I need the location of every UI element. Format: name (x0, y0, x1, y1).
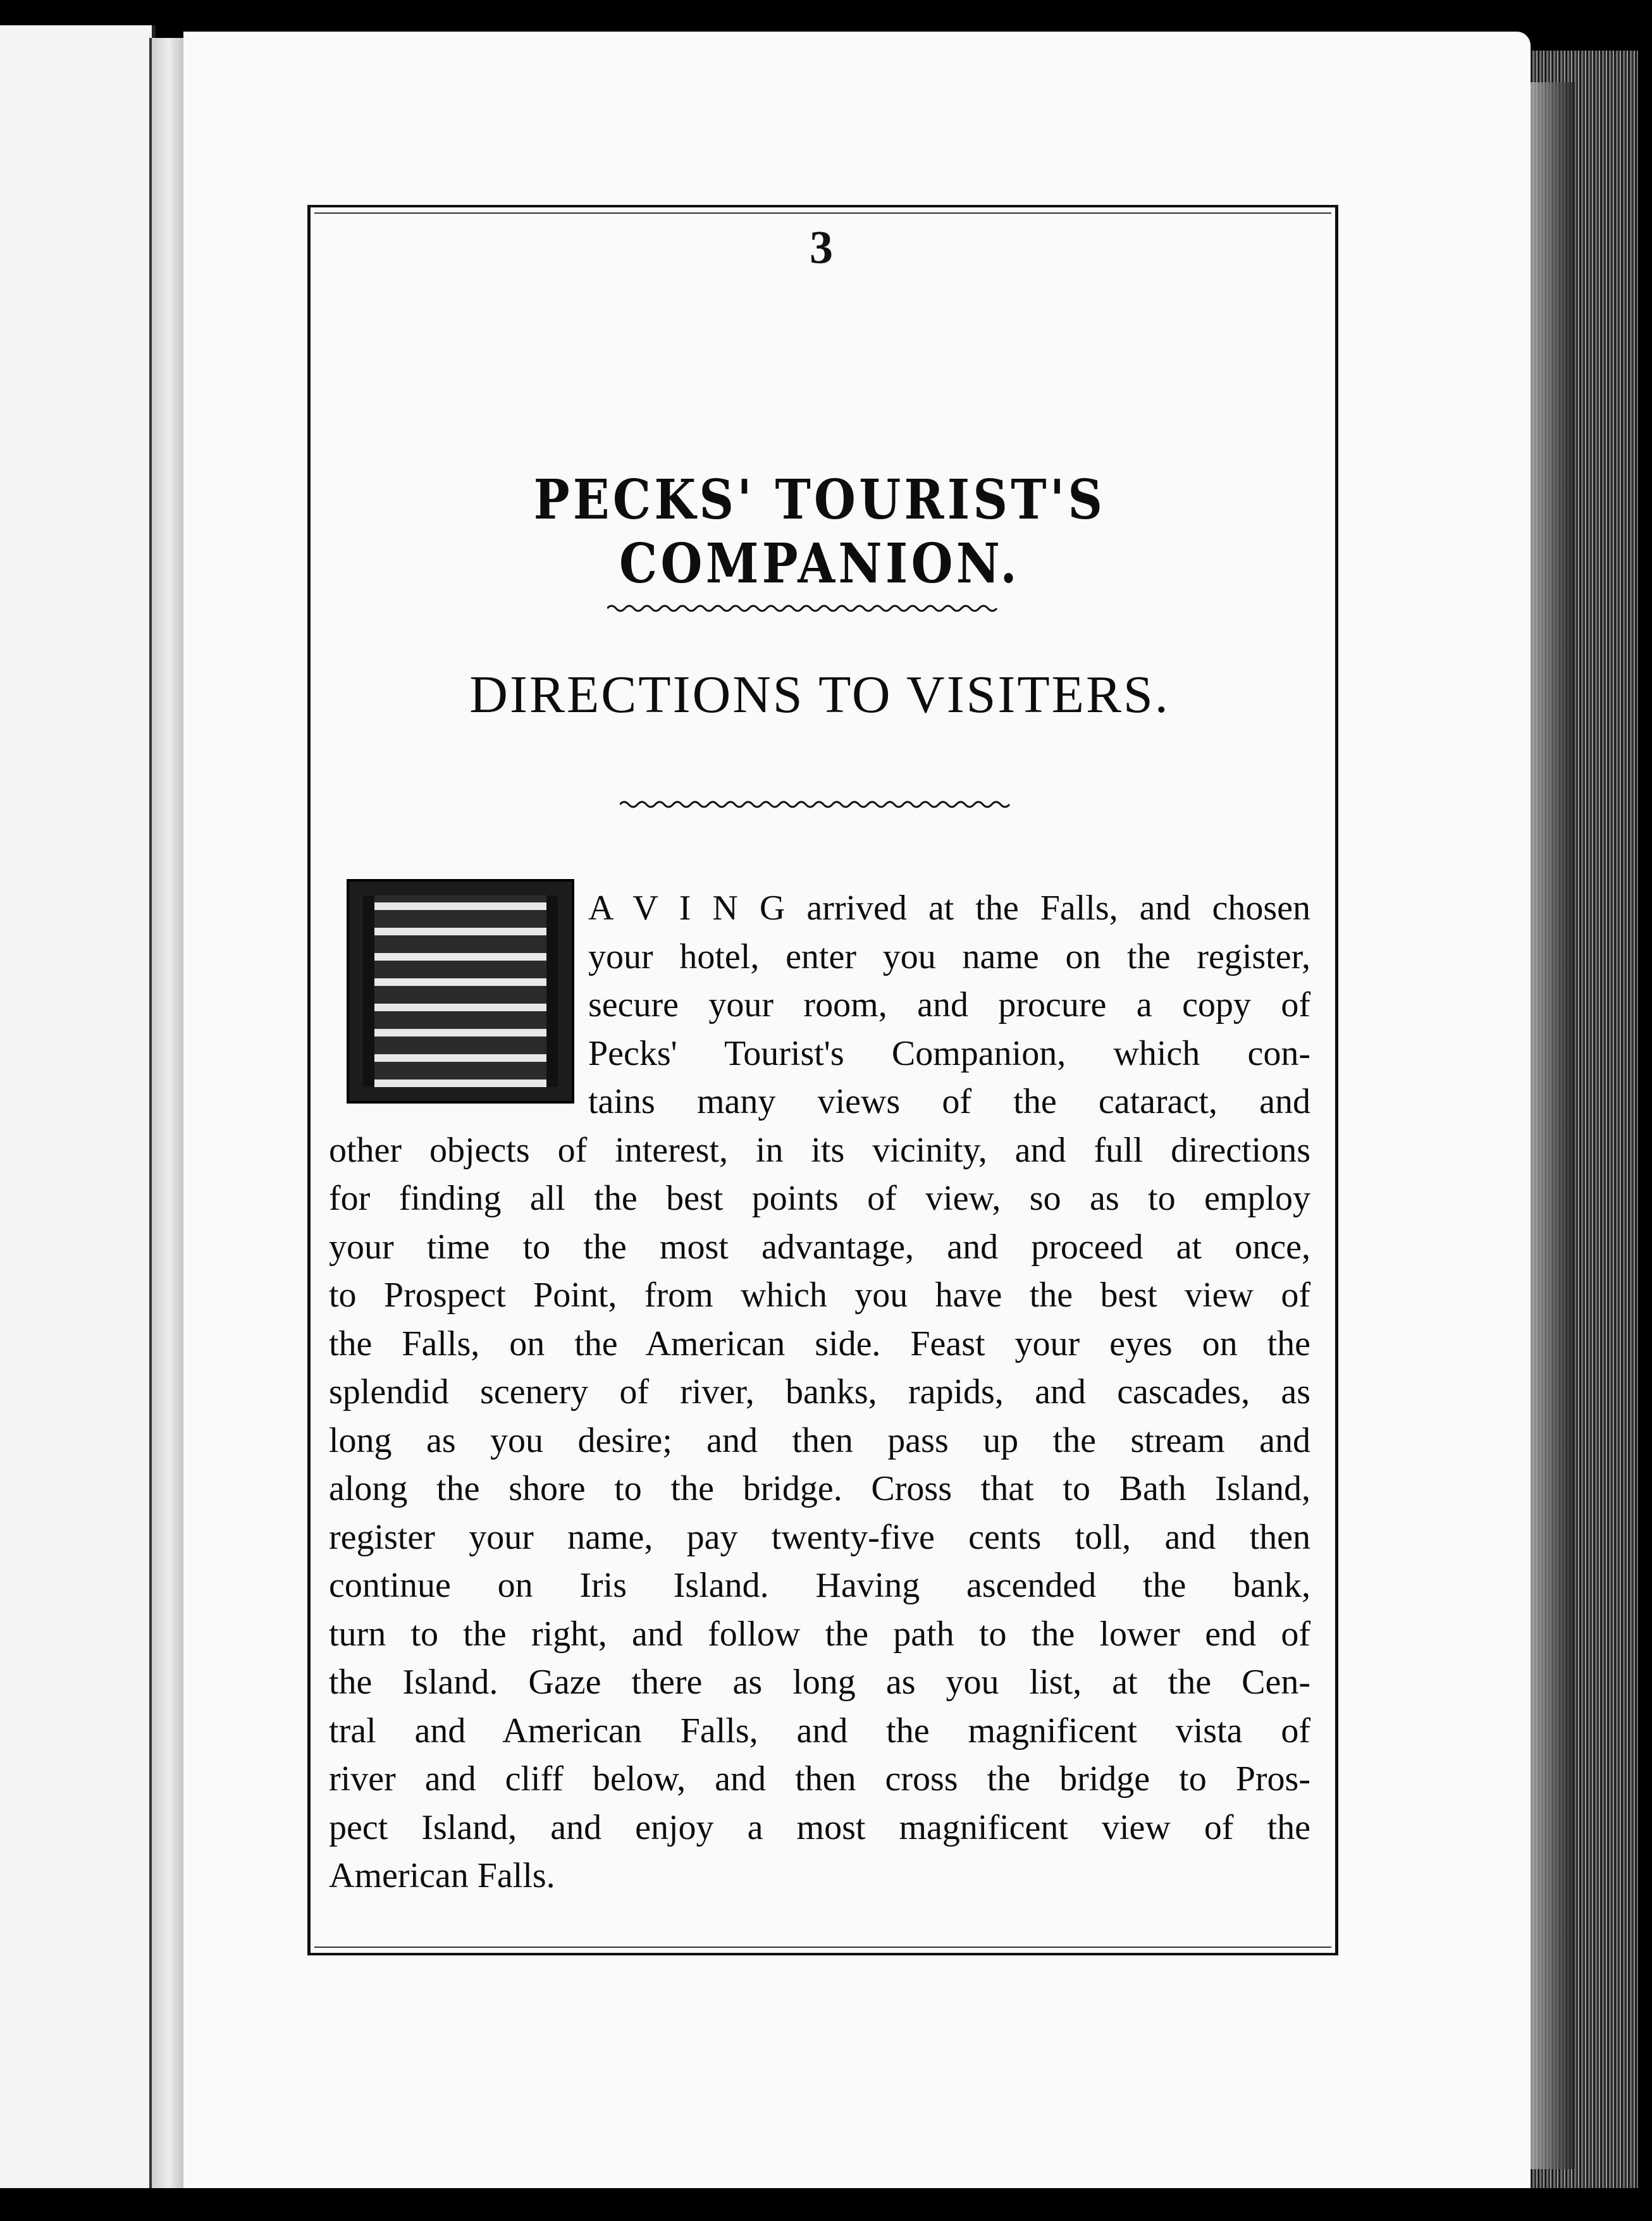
body-line: Pecks' Tourist's Companion, which con- (588, 1033, 1310, 1073)
body-paragraph (329, 884, 1310, 1900)
body-line: splendid scenery of river, banks, rapids, and cascades, as (329, 1372, 1310, 1412)
body-line: pect Island, and enjoy a most magnificent view of the (329, 1807, 1310, 1847)
body-line: the Falls, on the American side. Feast your eyes on the (329, 1324, 1310, 1363)
body-line: register your name, pay twenty-five cents toll, and then (329, 1517, 1310, 1557)
page-number: 3 (810, 222, 833, 274)
body-line: secure your room, and procure a copy of (588, 985, 1310, 1024)
ornamental-rule (620, 798, 1012, 811)
body-line: your hotel, enter you name on the register, (588, 937, 1310, 976)
body-line: the Island. Gaze there as long as you list, at the Cen- (329, 1663, 1310, 1702)
left-facing-page (0, 25, 156, 2188)
section-title: DIRECTIONS TO VISITERS. (469, 665, 1170, 724)
body-line: continue on Iris Island. Having ascended the bank, (329, 1566, 1310, 1605)
page-gutter-fold (149, 38, 188, 2188)
page-stack-shading (1531, 82, 1575, 2169)
body-line: river and cliff below, and then cross the bridge to Pros- (329, 1759, 1310, 1799)
running-title: PECKS' TOURIST'S COMPANION. (533, 468, 1106, 596)
body-line: tral and American Falls, and the magnificent vista of (329, 1711, 1310, 1750)
body-line: your time to the most advantage, and proceed at once, (329, 1227, 1310, 1267)
body-line: American Falls. (329, 1856, 555, 1895)
body-line: other objects of interest, in its vicinity, and full directions (329, 1130, 1310, 1170)
body-line: tains many views of the cataract, and (588, 1082, 1310, 1121)
body-line: along the shore to the bridge. Cross that to Bath Island, (329, 1469, 1310, 1508)
body-line: A V I N G arrived at the Falls, and chosen (588, 889, 1310, 928)
body-line: to Prospect Point, from which you have the best view of (329, 1276, 1310, 1315)
ornamental-rule (607, 602, 999, 615)
body-line: long as you desire; and then pass up the stream and (329, 1420, 1310, 1460)
body-line: turn to the right, and follow the path to the lower end of (329, 1614, 1310, 1654)
body-line: for finding all the best points of view, so as to employ (329, 1179, 1310, 1218)
